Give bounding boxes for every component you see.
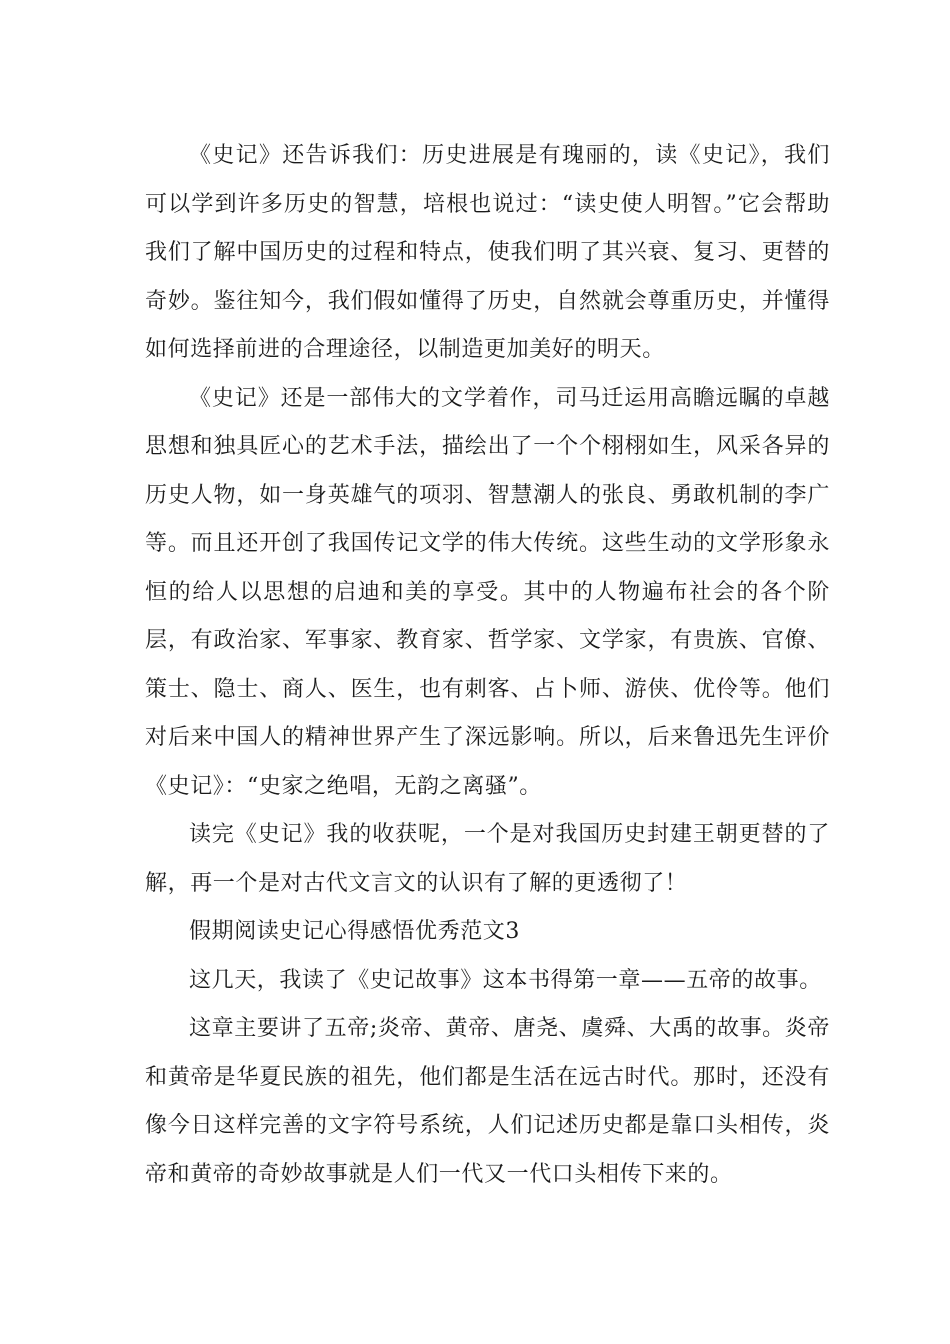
paragraph-five-emperors-intro: 这几天，我读了《史记故事》这本书得第一章——五帝的故事。 [189,967,822,993]
section-title: 假期阅读史记心得感悟优秀范文3 [189,919,520,944]
paragraph-shiji-literature: 《史记》还是一部伟大的文学着作，司马迁运用高瞻远瞩的卓越思想和独具匠心的艺术手法，描绘出了一个个栩栩如生，风采各异的历史人物，如一身英雄气的项羽、智慧潮人的张良、勇敢机制的李广等。而且还开创了我国传记文学的伟大传统。这些生动的文学形象永恒的给人以思想的启迪和美的享受。其中的人物遍布社会的各个阶层，有政治家、军事家、教育家、哲学家、文学家，有贵族、官僚、策士、隐士、商人、医生，也有刺客、占卜师、游侠、优伶等。他们对后来中国人的精神世界产生了深远影响。所以，后来鲁迅先生评价《史记》：“史家之绝唱，无韵之离骚”。 [145,385,830,799]
document-body [145,132,830,1199]
paragraph-shiji-history: 《史记》还告诉我们：历史进展是有瑰丽的，读《史记》，我们可以学到许多历史的智慧，培根也说过：“读史使人明智。”它会帮助我们了解中国历史的过程和特点，使我们明了其兴衰、复习、更替的奇妙。鉴往知今，我们假如懂得了历史，自然就会尊重历史，并懂得如何选择前进的合理途径，以制造更加美好的明天。 [145,143,830,362]
paragraph-five-emperors-detail: 这章主要讲了五帝;炎帝、黄帝、唐尧、虞舜、大禹的故事。炎帝和黄帝是华夏民族的祖先，他们都是生活在远古时代。那时，还没有像今日这样完善的文字符号系统，人们记述历史都是靠口头相传，炎帝和黄帝的奇妙故事就是人们一代又一代口头相传下来的。 [145,1016,830,1187]
paragraph-reading-gains: 读完《史记》我的收获呢，一个是对我国历史封建王朝更替的了解，再一个是对古代文言文的认识有了解的更透彻了！ [145,822,830,896]
